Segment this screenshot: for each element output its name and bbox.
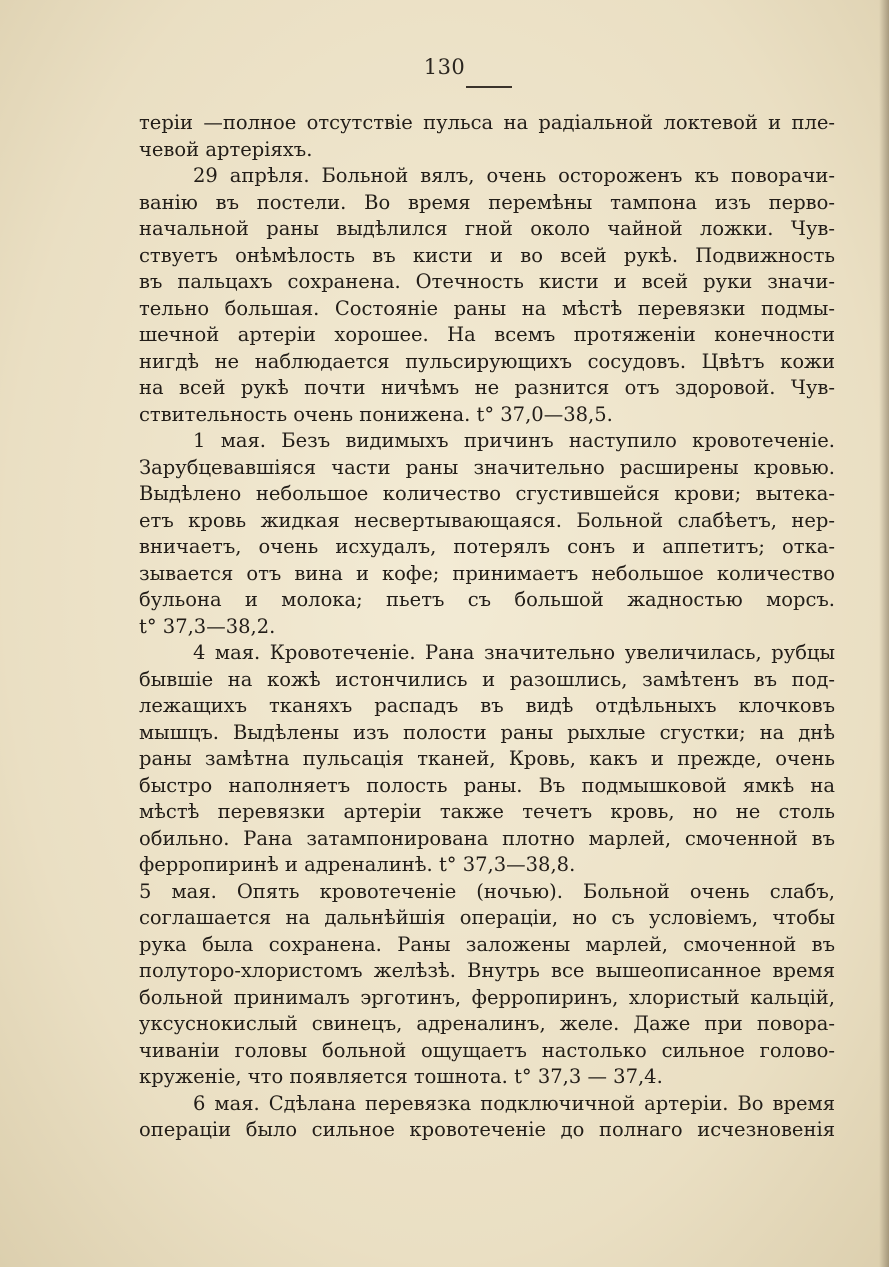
text-line: мышцъ. Выдѣлены изъ полости раны рыхлые сгустки; на днѣ: [139, 720, 835, 744]
text-line: въ пальцахъ сохранена. Отечность кисти и всей руки значи-: [139, 270, 835, 293]
text-line: t° 37,3—38,2.: [139, 614, 276, 638]
text-line: ствительность очень понижена. t° 37,0—38,5.: [139, 402, 613, 426]
text-line: соглашается на дальнѣйшія операціи, но съ условіемъ, чтобы: [139, 906, 835, 929]
body-text: [139, 110, 835, 1144]
text-line: теріи —полное отсутствіе пульса на радіальной локтевой и пле-: [139, 111, 835, 134]
text-line: лежащихъ тканяхъ распадъ въ видѣ отдѣльныхъ клочковъ: [139, 694, 835, 717]
text-line: начальной раны выдѣлился гной около чайной ложки. Чув-: [139, 217, 835, 240]
text-line: Зарубцевавшіяся части раны значительно расширены кровью.: [139, 455, 835, 479]
text-line: Выдѣлено небольшое количество сгустившейся крови; вытека-: [139, 482, 835, 505]
text-line: больной принималъ эрготинъ, ферропиринъ, хлористый кальцій,: [139, 985, 835, 1009]
text-line: чиваніи головы больной ощущаетъ настолько сильное голово-: [139, 1038, 835, 1062]
page-number: 130: [423, 55, 466, 79]
page-number-underline: [466, 86, 512, 88]
text-line: рука была сохранена. Раны заложены марлей, смоченной въ: [139, 932, 835, 956]
text-line: уксуснокислый свинецъ, адреналинъ, желе. Даже при повора-: [139, 1012, 835, 1035]
text-line: шечной артеріи хорошее. На всемъ протяженіи конечности: [139, 323, 835, 346]
text-line: круженіе, что появляется тошнота. t° 37,3 — 37,4.: [139, 1065, 663, 1088]
text-line: 6 мая. Сдѣлана перевязка подключичной артеріи. Во время: [193, 1091, 835, 1115]
text-line: зывается отъ вина и кофе; принимаетъ небольшое количество: [139, 561, 835, 585]
text-line: полуторо-хлористомъ желѣзѣ. Внутрь все вышеописанное время: [139, 959, 835, 982]
text-line: вничаетъ, очень исхудалъ, потерялъ сонъ и аппетитъ; отка-: [139, 535, 835, 558]
text-line: 29 апрѣля. Больной вялъ, очень остороженъ къ поворачи-: [193, 164, 835, 187]
text-line: чевой артеріяхъ.: [139, 137, 313, 161]
text-line: мѣстѣ перевязки артеріи также течетъ кровь, но не столь: [139, 800, 835, 823]
text-line: ствуетъ онѣмѣлость въ кисти и во всей рукѣ. Подвижность: [139, 243, 835, 267]
text-line: нигдѣ не наблюдается пульсирующихъ сосудовъ. Цвѣтъ кожи: [139, 349, 835, 373]
text-line: 4 мая. Кровотеченіе. Рана значительно увеличилась, рубцы: [193, 641, 835, 664]
text-line: на всей рукѣ почти ничѣмъ не разнится отъ здоровой. Чув-: [139, 376, 835, 399]
text-line: етъ кровь жидкая несвертывающаяся. Больной слабѣетъ, нер-: [139, 508, 835, 532]
text-line: бульона и молока; пьетъ съ большой жадностью морсъ.: [139, 588, 835, 611]
text-line: тельно большая. Состояніе раны на мѣстѣ перевязки подмы-: [139, 296, 835, 320]
text-line: 1 мая. Безъ видимыхъ причинъ наступило кровотеченіе.: [193, 429, 835, 452]
text-line: обильно. Рана затампонирована плотно марлей, смоченной въ: [139, 826, 835, 850]
text-line: 5 мая. Опять кровотеченіе (ночью). Больной очень слабъ,: [139, 879, 835, 903]
text-line: раны замѣтна пульсація тканей, Кровь, какъ и прежде, очень: [139, 747, 835, 770]
text-line: бывшіе на кожѣ истончились и разошлись, замѣтенъ въ под-: [139, 667, 835, 691]
page-edge-shadow: [879, 0, 889, 1267]
text-line: быстро наполняетъ полость раны. Въ подмышковой ямкѣ на: [139, 773, 835, 797]
text-line: операціи было сильное кровотеченіе до полнаго исчезновенія: [139, 1118, 835, 1141]
text-line: ферропиринѣ и адреналинѣ. t° 37,3—38,8.: [139, 853, 576, 876]
text-line: ванію въ постели. Во время перемѣны тампона изъ перво-: [139, 190, 835, 214]
